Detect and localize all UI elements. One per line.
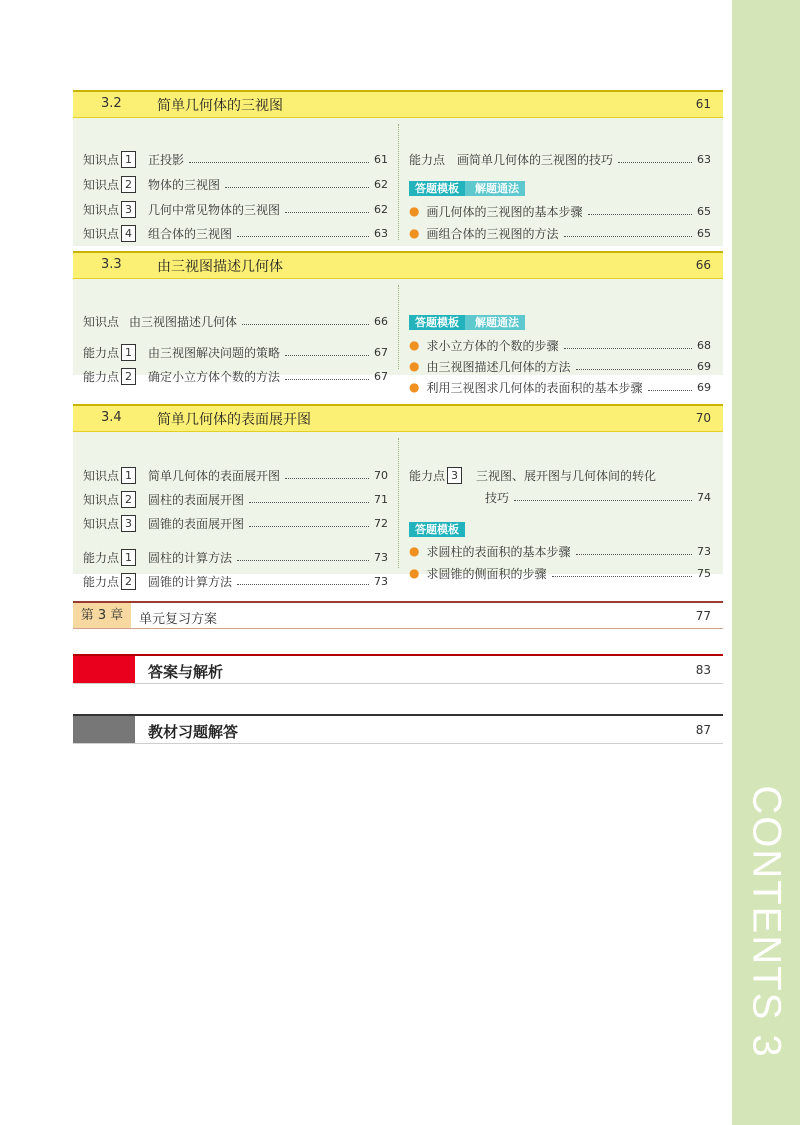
section-3-4	[73, 404, 723, 589]
entry-number: 1	[121, 344, 136, 361]
leader-dots	[564, 236, 693, 237]
answers-color-block	[73, 656, 135, 683]
entry-title: 画简单几何体的三视图的技巧	[457, 152, 614, 167]
toc-entry[interactable]	[83, 466, 388, 484]
chapter-number: 第 3 章	[73, 603, 131, 628]
entry-page: 73	[697, 544, 711, 558]
answers-row[interactable]	[73, 654, 723, 684]
toc-entry[interactable]	[409, 150, 711, 168]
leader-dots	[552, 576, 693, 577]
bullet-icon: ●	[409, 338, 420, 352]
column-divider	[398, 124, 399, 240]
entry-page: 61	[374, 152, 388, 166]
leader-dots	[285, 478, 369, 479]
leader-dots	[237, 236, 369, 237]
entry-page: 73	[374, 550, 388, 564]
entry-type: 知识点	[83, 314, 120, 329]
entry-number: 1	[121, 467, 136, 484]
template-tag-row	[409, 522, 465, 537]
toc-entry[interactable]	[83, 150, 388, 168]
toc-bullet-entry[interactable]	[409, 224, 711, 242]
answers-page: 83	[695, 663, 711, 677]
textbook-answers-page: 87	[695, 723, 711, 737]
entry-title: 求圆锥的侧面积的步骤	[426, 566, 547, 581]
bullet-icon: ●	[409, 544, 420, 558]
leader-dots	[588, 214, 693, 215]
entry-title: 圆锥的表面展开图	[148, 516, 245, 531]
entry-title: 画几何体的三视图的基本步骤	[426, 204, 583, 219]
entry-type: 知识点	[83, 516, 120, 531]
entry-page: 66	[374, 314, 388, 328]
template-tag: 答题模板	[409, 181, 465, 196]
toc-entry[interactable]	[83, 343, 388, 361]
entry-page: 75	[697, 566, 711, 580]
entry-number: 2	[121, 368, 136, 385]
section-number: 3.2	[101, 96, 122, 111]
section-header[interactable]	[73, 251, 723, 279]
leader-dots	[242, 324, 369, 325]
entry-title: 三视图、展开图与几何体间的转化	[476, 468, 657, 483]
entry-type: 能力点	[83, 369, 120, 384]
toc-bullet-entry[interactable]	[409, 336, 711, 354]
toc-entry[interactable]	[83, 490, 388, 508]
entry-title: 求圆柱的表面积的基本步骤	[426, 544, 571, 559]
section-header[interactable]	[73, 90, 723, 118]
leader-dots	[225, 187, 369, 188]
entry-page: 67	[374, 369, 388, 383]
entry-type: 能力点	[83, 574, 120, 589]
section-body	[73, 279, 723, 395]
textbook-color-block	[73, 716, 135, 743]
entry-number: 2	[121, 176, 136, 193]
entry-number: 2	[121, 573, 136, 590]
section-number: 3.4	[101, 410, 122, 425]
section-page: 66	[695, 258, 711, 272]
entry-page: 72	[374, 516, 388, 530]
column-divider	[398, 285, 399, 369]
chapter-review-row[interactable]	[73, 601, 723, 629]
entry-title: 利用三视图求几何体的表面积的基本步骤	[426, 380, 643, 395]
entry-page: 63	[374, 226, 388, 240]
section-title: 简单几何体的表面展开图	[157, 412, 311, 428]
entry-title: 画组合体的三视图的方法	[426, 226, 559, 241]
entry-type: 能力点	[83, 550, 120, 565]
section-3-3	[73, 251, 723, 395]
entry-number: 1	[121, 151, 136, 168]
leader-dots	[189, 162, 369, 163]
section-header[interactable]	[73, 404, 723, 432]
toc-entry[interactable]	[83, 224, 388, 242]
entry-number: 3	[121, 515, 136, 532]
section-3-2	[73, 90, 723, 246]
entry-type: 知识点	[83, 202, 120, 217]
chapter-review-page: 77	[695, 609, 711, 623]
textbook-answers-row[interactable]	[73, 714, 723, 744]
column-divider	[398, 438, 399, 568]
entry-type: 能力点	[409, 468, 446, 483]
template-tag: 答题模板	[409, 315, 465, 330]
entry-number: 4	[121, 225, 136, 242]
entry-title: 求小立方体的个数的步骤	[426, 338, 559, 353]
bullet-icon: ●	[409, 204, 420, 218]
chapter-review-title: 单元复习方案	[139, 612, 218, 627]
entry-page: 62	[374, 177, 388, 191]
toc-bullet-entry[interactable]	[409, 542, 711, 560]
entry-title: 圆锥的计算方法	[148, 574, 233, 589]
section-body	[73, 432, 723, 589]
section-number: 3.3	[101, 257, 122, 272]
toc-entry-continued[interactable]	[485, 488, 711, 506]
leader-dots	[648, 390, 693, 391]
entry-title: 物体的三视图	[148, 177, 221, 192]
entry-title: 圆柱的计算方法	[148, 550, 233, 565]
leader-dots	[249, 526, 369, 527]
method-tag: 解题通法	[465, 315, 525, 330]
leader-dots	[576, 369, 693, 370]
entry-type: 能力点	[409, 152, 446, 167]
answers-title: 答案与解析	[148, 663, 224, 681]
bullet-icon: ●	[409, 226, 420, 240]
template-tag: 答题模板	[409, 522, 465, 537]
toc-entry[interactable]	[83, 312, 388, 330]
entry-title: 组合体的三视图	[148, 226, 233, 241]
toc-bullet-entry[interactable]	[409, 378, 711, 396]
textbook-answers-title: 教材习题解答	[148, 723, 239, 741]
leader-dots	[237, 560, 369, 561]
bullet-icon: ●	[409, 566, 420, 580]
toc-entry[interactable]	[83, 367, 388, 385]
leader-dots	[285, 212, 369, 213]
entry-page: 65	[697, 204, 711, 218]
toc-entry[interactable]	[83, 514, 388, 532]
entry-type: 能力点	[83, 345, 120, 360]
entry-page: 69	[697, 380, 711, 394]
toc-bullet-entry[interactable]	[409, 202, 711, 220]
section-page: 70	[695, 411, 711, 425]
entry-title: 技巧	[485, 490, 510, 505]
contents-label: CONTENTS 3	[744, 785, 789, 1059]
leader-dots	[576, 554, 693, 555]
section-title: 由三视图描述几何体	[157, 259, 283, 275]
entry-number: 3	[447, 467, 462, 484]
toc-entry[interactable]	[83, 548, 388, 566]
entry-title: 正投影	[148, 152, 185, 167]
toc-bullet-entry[interactable]	[409, 564, 711, 582]
leader-dots	[564, 348, 693, 349]
entry-type: 知识点	[83, 468, 120, 483]
entry-title: 由三视图描述几何体的方法	[426, 359, 571, 374]
entry-page: 65	[697, 226, 711, 240]
template-method-tag	[409, 315, 525, 330]
entry-number: 3	[121, 201, 136, 218]
entry-type: 知识点	[83, 226, 120, 241]
leader-dots	[514, 500, 692, 501]
section-page: 61	[695, 97, 711, 111]
entry-page: 74	[697, 490, 711, 504]
leader-dots	[285, 379, 369, 380]
toc-entry[interactable]	[83, 200, 388, 218]
entry-page: 70	[374, 468, 388, 482]
leader-dots	[249, 502, 369, 503]
toc-entry[interactable]	[83, 572, 388, 590]
entry-page: 63	[697, 152, 711, 166]
entry-title: 由三视图描述几何体	[129, 314, 238, 329]
entry-number: 1	[121, 549, 136, 566]
entry-page: 62	[374, 202, 388, 216]
entry-page: 73	[374, 574, 388, 588]
section-body	[73, 118, 723, 246]
toc-bullet-entry[interactable]	[409, 357, 711, 375]
entry-title: 由三视图解决问题的策略	[148, 345, 281, 360]
template-method-tag	[409, 181, 525, 196]
method-tag: 解题通法	[465, 181, 525, 196]
leader-dots	[285, 355, 369, 356]
entry-type: 知识点	[83, 177, 120, 192]
bullet-icon: ●	[409, 359, 420, 373]
entry-page: 67	[374, 345, 388, 359]
entry-type: 知识点	[83, 152, 120, 167]
entry-page: 71	[374, 492, 388, 506]
toc-entry[interactable]	[409, 466, 711, 484]
entry-title: 简单几何体的表面展开图	[148, 468, 281, 483]
entry-page: 68	[697, 338, 711, 352]
entry-number: 2	[121, 491, 136, 508]
toc-entry[interactable]	[83, 175, 388, 193]
entry-type: 知识点	[83, 492, 120, 507]
bullet-icon: ●	[409, 380, 420, 394]
section-title: 简单几何体的三视图	[157, 98, 283, 114]
entry-page: 69	[697, 359, 711, 373]
entry-title: 圆柱的表面展开图	[148, 492, 245, 507]
leader-dots	[618, 162, 692, 163]
leader-dots	[237, 584, 369, 585]
entry-title: 几何中常见物体的三视图	[148, 202, 281, 217]
entry-title: 确定小立方体个数的方法	[148, 369, 281, 384]
